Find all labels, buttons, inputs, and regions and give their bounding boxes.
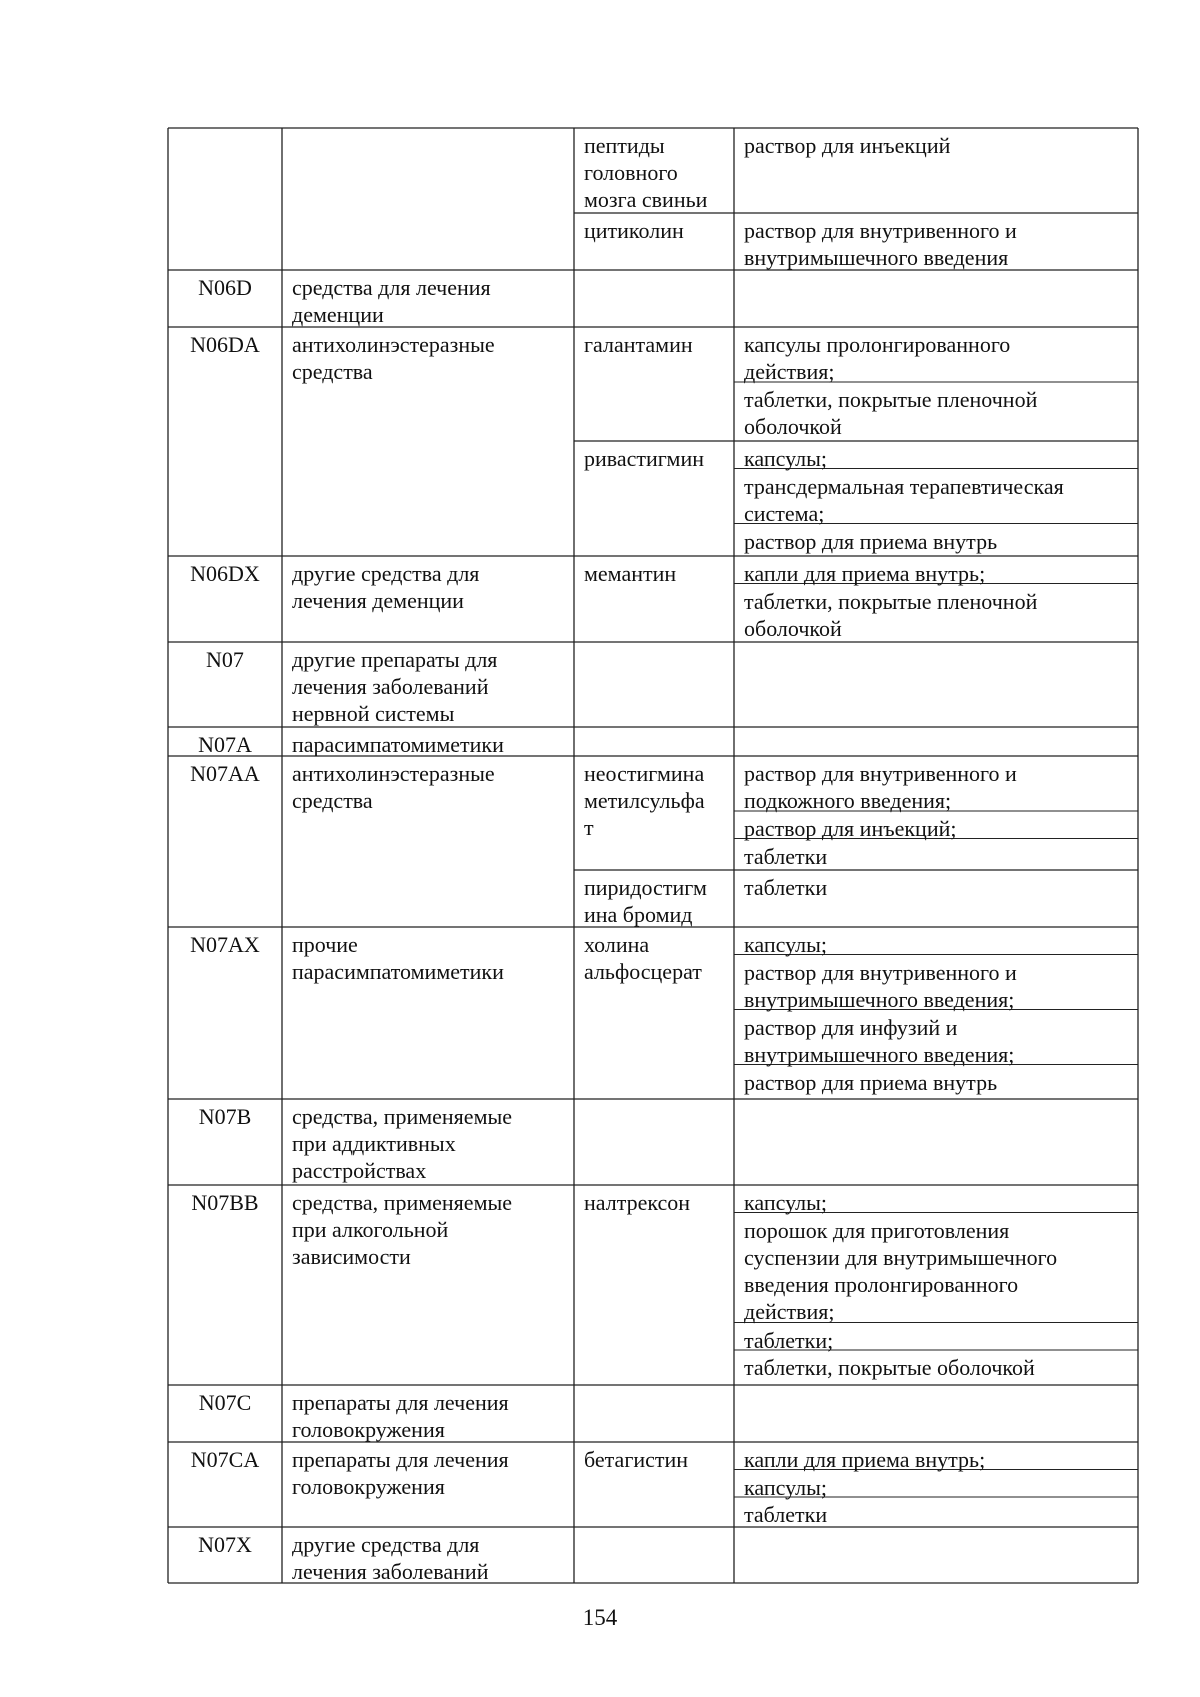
atc-code: N07AX (190, 932, 260, 957)
group-name: другие средства для лечения заболеваний (292, 1532, 489, 1584)
atc-code: N07B (198, 1104, 252, 1129)
drug-name: пептиды головного мозга свиньи (584, 133, 708, 212)
dosage-form: таблетки, покрытые пленочной оболочкой (744, 588, 1038, 641)
group-name: парасимпатомиметики (292, 732, 504, 757)
drug-name: галантамин (584, 332, 693, 357)
atc-code: N07BB (191, 1190, 259, 1215)
dosage-form: раствор для инфузий и внутримышечного введения; (744, 1014, 1015, 1067)
atc-code: N07CA (190, 1447, 260, 1472)
drug-name: неостигмина метилсульфа т (584, 761, 705, 840)
atc-code: N06D (198, 275, 252, 300)
dosage-form: раствор для внутривенного и подкожного введения; (744, 761, 1017, 813)
group-name: антихолинэстеразные средства (292, 332, 495, 384)
atc-code: N06DA (190, 332, 260, 357)
dosage-form: таблетки; (744, 1327, 834, 1353)
group-name: средства, применяемые при алкогольной зависимости (292, 1190, 513, 1269)
dosage-form: трансдермальная терапевтическая система; (744, 473, 1064, 526)
dosage-form: капли для приема внутрь; (744, 561, 986, 586)
dosage-form: таблетки (744, 1502, 828, 1527)
drug-name: холина альфосцерат (584, 932, 702, 984)
drug-name: бетагистин (584, 1447, 689, 1472)
group-name: прочие парасимпатомиметики (292, 932, 504, 984)
dosage-form: раствор для приема внутрь (744, 1069, 998, 1095)
group-name: антихолинэстеразные средства (292, 761, 495, 813)
atc-code: N07X (198, 1532, 252, 1557)
dosage-form: таблетки, покрытые оболочкой (744, 1355, 1035, 1380)
group-name: средства для лечения деменции (292, 275, 491, 327)
dosage-form: таблетки, покрытые пленочной оболочкой (744, 387, 1038, 439)
atc-code: N07A (198, 732, 252, 757)
dosage-form: порошок для приготовления суспензии для внутримышечного введения пролонгированного действия; (744, 1217, 1058, 1324)
atc-code: N06DX (190, 561, 260, 586)
dosage-form: раствор для инъекций (744, 133, 951, 158)
dosage-form: раствор для внутривенного и внутримышечного введения; (744, 959, 1017, 1012)
dosage-form: таблетки (744, 843, 828, 869)
page-number: 154 (582, 1605, 618, 1630)
dosage-form: раствор для приема внутрь (744, 528, 998, 554)
group-name: препараты для лечения головокружения (292, 1390, 509, 1442)
dosage-form: раствор для инъекций; (744, 816, 957, 841)
atc-code: N07 (206, 647, 244, 672)
drug-name: пиридостигм ина бромид (584, 875, 707, 927)
atc-code: N07C (198, 1390, 252, 1415)
dosage-form: раствор для внутривенного и внутримышечного введения (744, 218, 1017, 270)
dosage-form: капсулы; (744, 446, 827, 471)
drug-name: налтрексон (584, 1190, 691, 1215)
dosage-form: таблетки (744, 875, 828, 900)
drug-name: цитиколин (584, 218, 684, 243)
group-name: препараты для лечения головокружения (292, 1447, 509, 1499)
dosage-form: капсулы; (744, 932, 827, 957)
group-name: другие средства для лечения деменции (292, 561, 480, 613)
dosage-form: капли для приема внутрь; (744, 1447, 986, 1472)
dosage-form: капсулы; (744, 1474, 827, 1500)
dosage-form: капсулы; (744, 1190, 827, 1215)
group-name: средства, применяемые при аддиктивных расстройствах (292, 1104, 513, 1183)
drug-name: мемантин (584, 561, 677, 586)
group-name: другие препараты для лечения заболеваний нервной системы (292, 647, 498, 726)
atc-code: N07AA (190, 761, 260, 786)
dosage-form: капсулы пролонгированного действия; (744, 332, 1011, 384)
drug-name: ривастигмин (584, 446, 704, 471)
